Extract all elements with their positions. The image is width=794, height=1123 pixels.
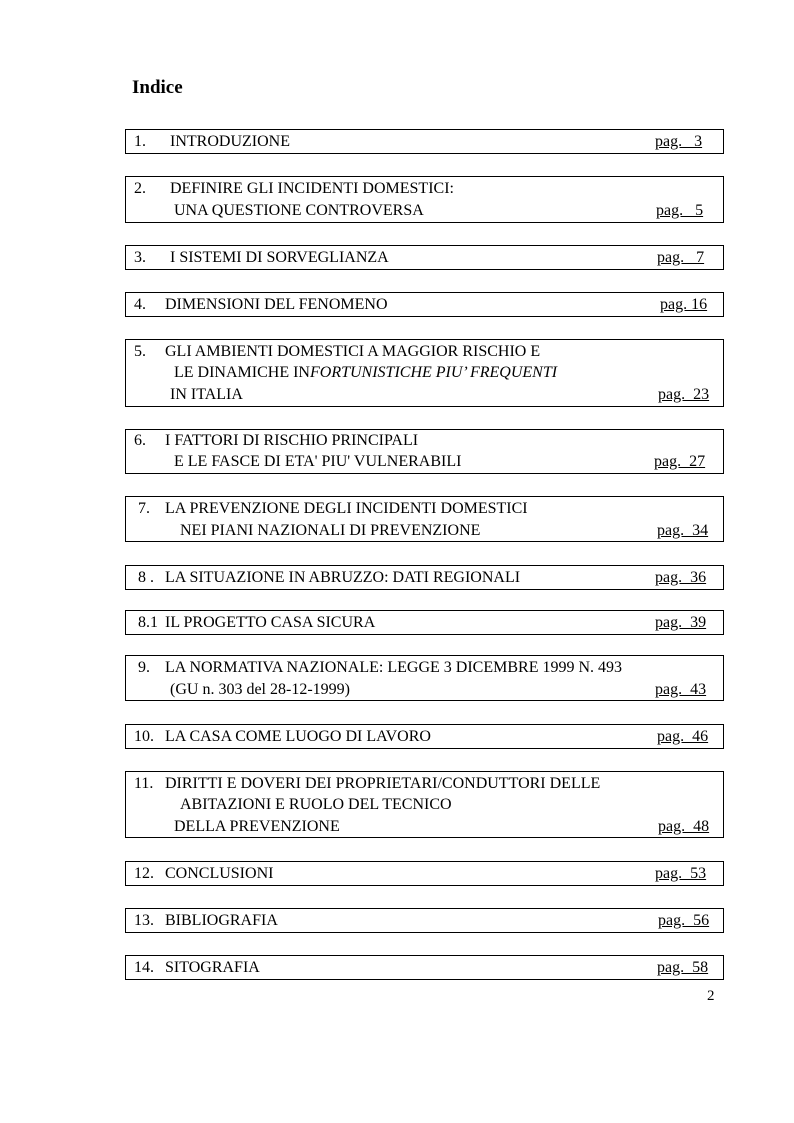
entry-title-line2: UNA QUESTIONE CONTROVERSA — [174, 202, 424, 219]
entry-title: CONCLUSIONI — [165, 865, 274, 882]
toc-entry-2[interactable] — [125, 176, 724, 223]
entry-number: 10. — [134, 728, 154, 745]
entry-title: INTRODUZIONE — [170, 133, 290, 150]
entry-page-link[interactable]: pag. 46 — [657, 728, 709, 745]
entry-number: 7. — [138, 500, 150, 517]
entry-page-link[interactable]: pag. 53 — [655, 865, 707, 882]
entry-title-line2 — [174, 362, 557, 384]
entry-title: LA PREVENZIONE DEGLI INCIDENTI DOMESTICI — [165, 500, 528, 517]
toc-entry-14[interactable] — [125, 955, 724, 980]
toc-entry-8[interactable] — [125, 565, 724, 590]
entry-page-link[interactable]: pag. 39 — [655, 614, 707, 631]
entry-page-link[interactable]: pag. 56 — [658, 912, 710, 929]
toc-entry-10[interactable] — [125, 724, 724, 749]
entry-number: 8.1 — [138, 614, 158, 631]
entry-title-line2: (GU n. 303 del 28-12-1999) — [170, 681, 350, 698]
entry-number: 11. — [134, 775, 154, 792]
entry-page-link[interactable]: pag. 5 — [656, 202, 704, 219]
entry-page-link[interactable]: pag. 43 — [655, 681, 707, 698]
entry-title: I SISTEMI DI SORVEGLIANZA — [170, 249, 389, 266]
entry-title: IL PROGETTO CASA SICURA — [165, 614, 376, 631]
toc-entry-3[interactable] — [125, 245, 724, 270]
entry-page-link[interactable]: pag. 3 — [655, 133, 703, 150]
entry-page-link[interactable]: pag. 16 — [660, 296, 708, 313]
entry-number: 8 . — [138, 569, 154, 586]
toc-entry-8-1[interactable] — [125, 610, 724, 635]
entry-page-link[interactable]: pag. 27 — [654, 453, 706, 470]
entry-number: 3. — [134, 249, 146, 266]
entry-title: DIMENSIONI DEL FENOMENO — [165, 296, 388, 313]
entry-number: 2. — [134, 180, 146, 197]
entry-number: 9. — [138, 659, 150, 676]
entry-title: LA SITUAZIONE IN ABRUZZO: DATI REGIONALI — [165, 569, 521, 586]
entry-page-link[interactable]: pag. 36 — [655, 569, 707, 586]
entry-number: 12. — [134, 865, 154, 882]
entry-title: GLI AMBIENTI DOMESTICI A MAGGIOR RISCHIO E — [165, 343, 541, 360]
toc-entry-6[interactable] — [125, 429, 724, 474]
toc-entry-9[interactable] — [125, 655, 724, 701]
entry-title: LA NORMATIVA NAZIONALE: LEGGE 3 DICEMBRE 1999 N. 493 — [165, 659, 623, 676]
toc-entry-4[interactable] — [125, 292, 724, 317]
entry-title-line2: NEI PIANI NAZIONALI DI PREVENZIONE — [180, 522, 481, 539]
toc-entry-13[interactable] — [125, 908, 724, 933]
entry-title: SITOGRAFIA — [165, 959, 260, 976]
entry-page-link[interactable]: pag. 7 — [657, 249, 705, 266]
entry-number: 6. — [134, 432, 146, 449]
toc-entry-11[interactable] — [125, 771, 724, 838]
entry-title: LA CASA COME LUOGO DI LAVORO — [165, 728, 431, 745]
toc-entry-12[interactable] — [125, 861, 724, 886]
entry-number: 1. — [134, 133, 146, 150]
toc-entry-1[interactable] — [125, 129, 724, 154]
entry-title-line2: E LE FASCE DI ETA' PIU' VULNERABILI — [174, 453, 462, 470]
entry-number: 14. — [134, 959, 154, 976]
entry-page-link[interactable]: pag. 58 — [657, 959, 709, 976]
entry-page-link[interactable]: pag. 34 — [657, 522, 709, 539]
entry-title-line2-regular: LE DINAMICHE IN — [174, 364, 310, 381]
entry-number: 13. — [134, 912, 154, 929]
entry-page-link[interactable]: pag. 23 — [658, 386, 710, 403]
entry-title-line3: IN ITALIA — [170, 386, 243, 403]
entry-number: 4. — [134, 296, 146, 313]
page-title: Indice — [132, 77, 183, 98]
entry-title: I FATTORI DI RISCHIO PRINCIPALI — [165, 432, 419, 449]
entry-title-line2-italic: FORTUNISTICHE PIU’ FREQUENTI — [309, 364, 558, 381]
entry-title: DEFINIRE GLI INCIDENTI DOMESTICI: — [170, 180, 454, 197]
entry-title: BIBLIOGRAFIA — [165, 912, 278, 929]
toc-entry-5[interactable] — [125, 339, 724, 407]
page-number: 2 — [707, 988, 715, 1004]
entry-title-line2: ABITAZIONI E RUOLO DEL TECNICO — [180, 796, 452, 813]
entry-page-link[interactable]: pag. 48 — [658, 818, 710, 835]
entry-title: DIRITTI E DOVERI DEI PROPRIETARI/CONDUTTORI DELLE — [165, 775, 601, 792]
entry-title-line3: DELLA PREVENZIONE — [174, 818, 340, 835]
toc-entry-7[interactable] — [125, 496, 724, 542]
entry-number: 5. — [134, 343, 146, 360]
